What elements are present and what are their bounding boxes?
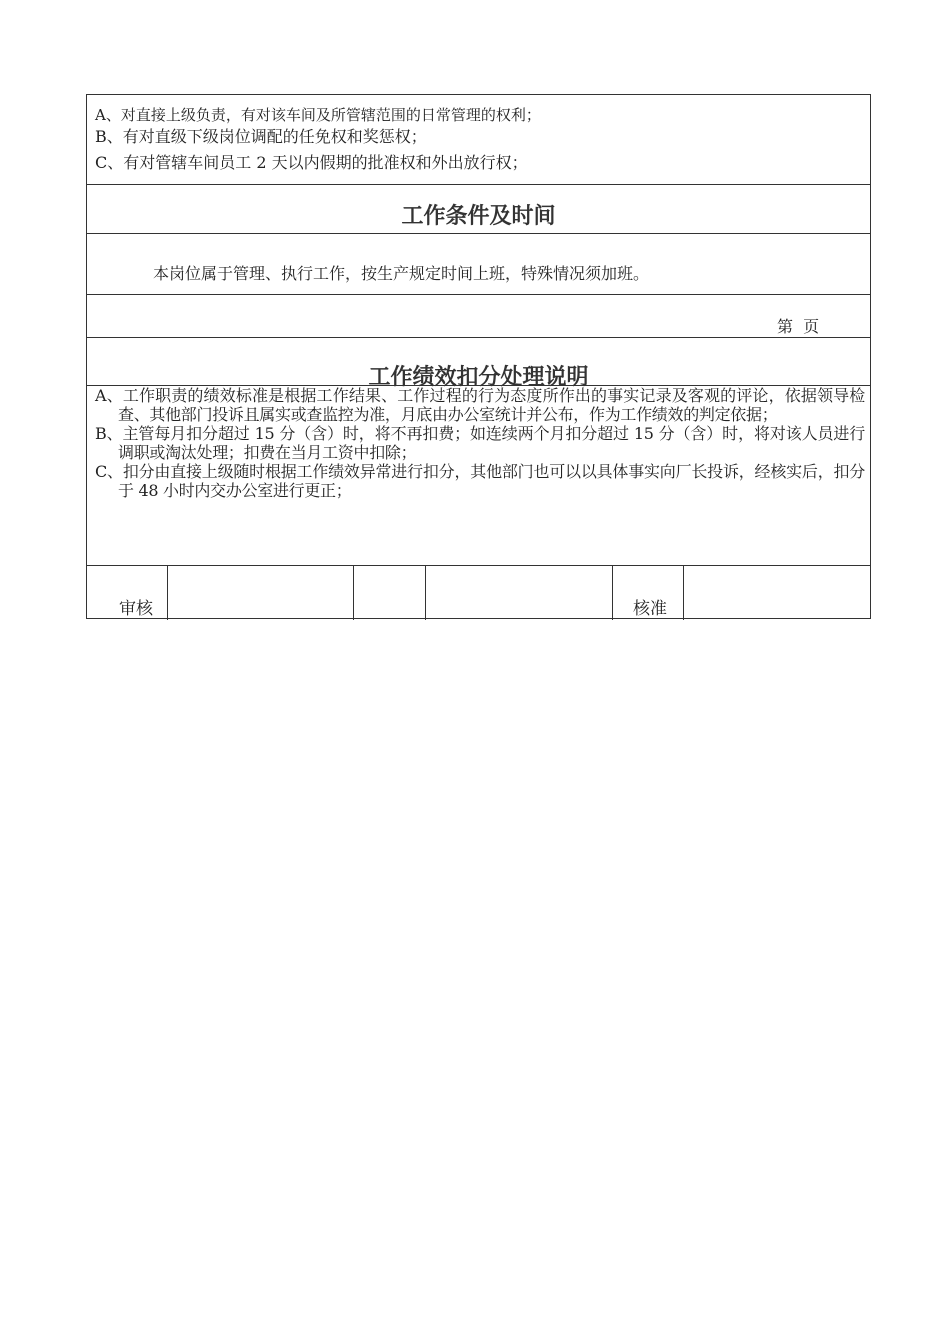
authority-item-b: B、有对直级下级岗位调配的任免权和奖惩权； xyxy=(95,127,427,146)
work-conditions-title-row xyxy=(87,185,870,234)
work-conditions-title: 工作条件及时间 xyxy=(401,204,556,229)
work-conditions-text-row xyxy=(87,234,870,295)
performance-item-b: B、主管每月扣分超过 15 分（含）时，将不再扣费；如连续两个月扣分超过 15 分（含）时，将对该人员进行调职或淘汰处理；扣费在当月工资中扣除； xyxy=(95,424,865,462)
authority-item-a: A、对直接上级负责，有对该车间及所管辖范围的日常管理的权利； xyxy=(95,106,541,124)
blank-cell-2 xyxy=(425,566,426,620)
blank-cell-1 xyxy=(353,566,354,620)
performance-title-row xyxy=(87,338,870,390)
performance-item-a: A、工作职责的绩效标准是根据工作结果、工作过程的行为态度所作出的事实记录及客观的评论，依据领导检查、其他部门投诉且属实或查监控为准，月底由办公室统计并公布，作为工作绩效的判定依据； xyxy=(95,386,865,424)
approve-signature-cell xyxy=(683,566,684,620)
performance-items-row xyxy=(87,386,870,566)
performance-items xyxy=(95,386,865,500)
approve-label: 核准 xyxy=(633,599,667,619)
authority-section xyxy=(87,95,870,185)
work-conditions-text: 本岗位属于管理、执行工作，按生产规定时间上班，特殊情况须加班。 xyxy=(153,264,650,283)
performance-item-c: C、扣分由直接上级随时根据工作绩效异常进行扣分，其他部门也可以以具体事实向厂长投诉，经核实后，扣分于 48 小时内交办公室进行更正； xyxy=(95,462,865,500)
signature-row xyxy=(87,566,870,620)
authority-item-c: C、有对管辖车间员工 2 天以内假期的批准权和外出放行权； xyxy=(95,153,528,172)
approve-label-cell xyxy=(612,566,613,620)
performance-title: 工作绩效扣分处理说明 xyxy=(368,365,589,390)
job-description-table xyxy=(86,94,871,619)
review-label: 审核 xyxy=(119,599,153,619)
review-signature-cell xyxy=(167,566,168,620)
page-footer-row xyxy=(87,295,870,338)
page-number-label: 第 页 xyxy=(777,317,820,336)
